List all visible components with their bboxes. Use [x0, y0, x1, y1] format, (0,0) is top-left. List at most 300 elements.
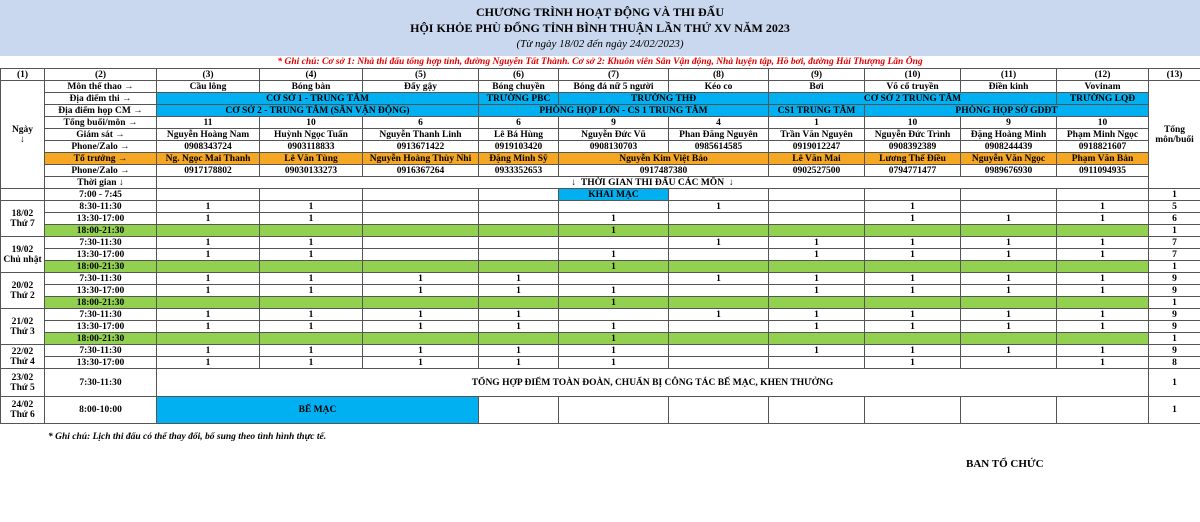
session-cell: 1	[865, 237, 961, 249]
session-cell: 1	[559, 285, 669, 297]
col-number: (5)	[363, 69, 479, 81]
row-total: 1	[1149, 369, 1200, 397]
total-column-label: Tổng môn/buổi	[1155, 124, 1194, 145]
session-cell: 1	[961, 249, 1057, 261]
session-cell	[669, 249, 769, 261]
head-phone: 0902527500	[769, 165, 865, 177]
session-cell: 1	[769, 237, 865, 249]
schedule-row	[1, 261, 1200, 273]
session-cell: 1	[157, 357, 260, 369]
head-name: Nguyễn Kim Việt Bảo	[559, 153, 769, 165]
phone2-label: Phone/Zalo	[71, 165, 118, 176]
head-phone: 0794771477	[865, 165, 961, 177]
time-label-cell	[45, 177, 157, 189]
row-total: 9	[1149, 321, 1200, 333]
arrow-down-icon: ↓	[571, 177, 577, 188]
supervisor-label: Giám sát	[76, 129, 113, 140]
venue-row	[1, 93, 1200, 105]
supervisor-phone: 0918821607	[1057, 141, 1149, 153]
competition-time-label: THỜI GIAN THI ĐẤU CÁC MÔN	[580, 177, 725, 188]
session-cell: 1	[260, 201, 363, 213]
session-cell	[260, 261, 363, 273]
session-cell: 1	[559, 261, 669, 273]
supervisor-phone: 0908392389	[865, 141, 961, 153]
session-cell	[479, 297, 559, 309]
venue-label-cell	[45, 93, 157, 105]
phone-label: Phone/Zalo	[71, 141, 118, 152]
session-cell	[961, 297, 1057, 309]
session-cell	[260, 225, 363, 237]
grid-cell	[769, 397, 865, 424]
row-total: 1	[1149, 261, 1200, 273]
session-cell	[669, 285, 769, 297]
day-cell	[1, 273, 45, 309]
supervisor-name: Nguyễn Đức Trình	[865, 129, 961, 141]
supervisor-name: Nguyễn Đức Vũ	[559, 129, 669, 141]
day24-row	[1, 397, 1200, 424]
sessions-count: 10	[865, 117, 961, 129]
time-slot: 13:30-17:00	[45, 213, 157, 225]
session-cell: 1	[260, 237, 363, 249]
title-date-range: (Từ ngày 18/02 đến ngày 24/02/2023)	[516, 38, 684, 50]
arrow-right-icon: →	[117, 153, 128, 164]
time-slot: 18:00-21:30	[45, 225, 157, 237]
session-cell: 1	[559, 225, 669, 237]
day-weekday: Thứ 6	[10, 410, 35, 420]
schedule-row	[1, 357, 1200, 369]
supervisor-name: Phạm Minh Ngọc	[1057, 129, 1149, 141]
sessions-count: 10	[1057, 117, 1149, 129]
grid-cell	[363, 189, 479, 201]
session-cell	[865, 297, 961, 309]
time-slot: 7:30-11:30	[45, 369, 157, 397]
col-number: (9)	[769, 69, 865, 81]
session-cell: 1	[961, 321, 1057, 333]
col-number: (8)	[669, 69, 769, 81]
day-date: 24/02	[11, 400, 34, 410]
schedule-row	[1, 285, 1200, 297]
time-slot: 7:30-11:30	[45, 345, 157, 357]
arrow-right-icon: →	[124, 81, 134, 92]
session-cell: 1	[1057, 345, 1149, 357]
sessions-label: Tổng buổi/môn	[63, 117, 126, 128]
sport-label-cell	[45, 81, 157, 93]
session-cell	[669, 333, 769, 345]
supervisor-name: Đặng Hoàng Minh	[961, 129, 1057, 141]
schedule-row	[1, 213, 1200, 225]
grid-cell	[669, 189, 769, 201]
session-cell	[157, 297, 260, 309]
schedule-row	[1, 321, 1200, 333]
head-name: Phạm Văn Bản	[1057, 153, 1149, 165]
session-cell: 1	[559, 333, 669, 345]
session-cell	[260, 297, 363, 309]
grid-cell	[479, 189, 559, 201]
schedule-row	[1, 201, 1200, 213]
session-cell: 1	[1057, 201, 1149, 213]
session-cell: 1	[479, 345, 559, 357]
session-cell	[1057, 333, 1149, 345]
session-cell: 1	[1057, 237, 1149, 249]
day-weekday: Thứ 2	[10, 290, 35, 301]
session-cell: 1	[479, 285, 559, 297]
arrow-right-icon: →	[122, 93, 132, 104]
col-number: (4)	[260, 69, 363, 81]
session-cell	[769, 333, 865, 345]
day-cell	[1, 369, 45, 397]
time-slot: 18:00-21:30	[45, 297, 157, 309]
session-cell: 1	[559, 357, 669, 369]
supervisor-phone: 0908343724	[157, 141, 260, 153]
day-cell	[1, 309, 45, 345]
venue-note: * Ghi chú: Cơ sở 1: Nhà thi đấu tổng hợp tỉnh, đường Nguyễn Tất Thành. Cơ sở 2: Khuôn viên Sân Vận động, Nhà luyện tập, Hồ bơi, đường Hải Thượng Lãn Ông	[277, 57, 923, 67]
session-cell: 1	[769, 273, 865, 285]
session-cell	[769, 225, 865, 237]
row-total: 6	[1149, 213, 1200, 225]
session-cell: 1	[961, 273, 1057, 285]
time-slot: 8:00-10:00	[45, 397, 157, 424]
session-cell	[559, 201, 669, 213]
session-cell: 1	[1057, 357, 1149, 369]
col-number: (2)	[45, 69, 157, 81]
session-cell: 1	[865, 345, 961, 357]
session-cell	[157, 333, 260, 345]
day-date: 18/02	[11, 208, 34, 219]
col-number: (10)	[865, 69, 961, 81]
session-cell	[363, 249, 479, 261]
session-cell	[669, 321, 769, 333]
session-cell: 1	[769, 309, 865, 321]
session-cell	[157, 261, 260, 273]
session-cell: 1	[961, 237, 1057, 249]
row-total: 1	[1149, 225, 1200, 237]
session-cell: 1	[769, 249, 865, 261]
grid-cell	[1057, 189, 1149, 201]
sport-name: Bóng chuyền	[479, 81, 559, 93]
row-total: 1	[1149, 333, 1200, 345]
head-phone: 0989676930	[961, 165, 1057, 177]
session-cell	[479, 237, 559, 249]
arrow-right-icon: →	[115, 129, 125, 140]
session-cell	[479, 225, 559, 237]
session-cell	[559, 237, 669, 249]
sessions-label-cell	[45, 117, 157, 129]
row-total: 1	[1149, 189, 1200, 201]
time-slot: 7:00 - 7:45	[45, 189, 157, 201]
session-cell: 1	[769, 321, 865, 333]
head-row	[1, 153, 1200, 165]
grid-cell	[769, 189, 865, 201]
session-cell: 1	[260, 249, 363, 261]
head-label: Tổ trưởng	[73, 153, 116, 164]
session-cell: 1	[669, 201, 769, 213]
arrow-right-icon: →	[127, 117, 138, 128]
session-cell	[363, 333, 479, 345]
sport-name: Cầu lông	[157, 81, 260, 93]
grid-cell	[260, 189, 363, 201]
session-cell	[363, 225, 479, 237]
venue-cell: TRƯỜNG LQĐ	[1057, 93, 1149, 105]
schedule-table	[0, 68, 1200, 424]
time-header-row	[1, 177, 1200, 189]
time-label: Thời gian	[77, 177, 117, 188]
head-name: Nguyễn Văn Ngọc	[961, 153, 1057, 165]
day-weekday: Thứ 4	[10, 356, 35, 367]
row-total: 9	[1149, 285, 1200, 297]
day-date: 21/02	[11, 316, 34, 327]
head-phone: 0917178802	[157, 165, 260, 177]
session-cell: 1	[865, 357, 961, 369]
title-line-1: CHƯƠNG TRÌNH HOẠT ĐỘNG VÀ THI ĐẤU	[475, 5, 725, 19]
session-cell	[363, 213, 479, 225]
arrow-down-icon: ↓	[118, 177, 124, 188]
closing-prep-note: TỔNG HỢP ĐIỂM TOÀN ĐOÀN, CHUẨN BỊ CÔNG TÁC BẾ MẠC, KHEN THƯỞNG	[157, 369, 1149, 397]
supervisor-phone: 0919012247	[769, 141, 865, 153]
supervisor-name: Phan Đăng Nguyên	[669, 129, 769, 141]
competition-time-header	[157, 177, 1149, 189]
session-cell: 1	[363, 273, 479, 285]
session-cell: 1	[769, 285, 865, 297]
meeting-cell: CƠ SỞ 2 - TRUNG TÂM (SÂN VẬN ĐỘNG)	[157, 105, 479, 117]
time-slot: 7:30-11:30	[45, 237, 157, 249]
session-cell	[961, 225, 1057, 237]
day-cell	[1, 397, 45, 424]
session-cell: 1	[559, 213, 669, 225]
supervisor-name: Trần Văn Nguyên	[769, 129, 865, 141]
grid-cell	[961, 397, 1057, 424]
session-cell	[769, 213, 865, 225]
head-phone: 0911094935	[1057, 165, 1149, 177]
head-name: Lê Văn Tùng	[260, 153, 363, 165]
empty-cell	[1, 189, 45, 201]
session-cell: 1	[559, 297, 669, 309]
sessions-count: 6	[479, 117, 559, 129]
time-slot: 13:30-17:00	[45, 249, 157, 261]
schedule-row	[1, 249, 1200, 261]
head-phone: 0916367264	[363, 165, 479, 177]
sport-name: Bóng đá nữ 5 người	[559, 81, 669, 93]
head-name: Nguyễn Hoàng Thùy Nhi	[363, 153, 479, 165]
session-cell: 1	[669, 237, 769, 249]
session-cell	[363, 297, 479, 309]
title-line-2: HỘI KHỎE PHÙ ĐỔNG TỈNH BÌNH THUẬN LẦN THỨ XV NĂM 2023	[410, 21, 790, 35]
session-cell	[865, 333, 961, 345]
schedule-change-note: * Ghi chú: Lịch thi đấu có thể thay đổi, bổ sung theo tình hình thực tế.	[48, 432, 327, 442]
venue-label: Địa điểm thi	[69, 93, 120, 104]
session-cell: 1	[559, 321, 669, 333]
session-cell: 1	[260, 285, 363, 297]
meeting-label: Địa điểm họp CM	[58, 105, 131, 116]
col-number: (7)	[559, 69, 669, 81]
row-total: 7	[1149, 237, 1200, 249]
session-cell: 1	[363, 309, 479, 321]
time-slot: 8:30-11:30	[45, 201, 157, 213]
session-cell: 1	[157, 273, 260, 285]
head-phone-row	[1, 165, 1200, 177]
grid-cell	[865, 397, 961, 424]
phone-label-cell	[45, 141, 157, 153]
session-cell: 1	[157, 201, 260, 213]
session-cell	[157, 225, 260, 237]
session-cell: 1	[1057, 249, 1149, 261]
time-slot: 13:30-17:00	[45, 321, 157, 333]
session-cell: 1	[559, 345, 669, 357]
arrow-right-icon: →	[133, 105, 143, 116]
time-slot: 7:30-11:30	[45, 309, 157, 321]
head-phone: 09030133273	[260, 165, 363, 177]
row-total: 9	[1149, 273, 1200, 285]
col-number: (13)	[1149, 69, 1200, 81]
supervisor-phone-row	[1, 141, 1200, 153]
grid-cell	[961, 189, 1057, 201]
session-cell: 1	[479, 309, 559, 321]
grid-cell	[669, 397, 769, 424]
schedule-row	[1, 333, 1200, 345]
day-date: 22/02	[11, 346, 34, 357]
session-cell: 1	[865, 285, 961, 297]
column-number-row	[1, 69, 1200, 81]
session-cell	[669, 261, 769, 273]
footer	[0, 424, 1200, 484]
head-phone: 0917487380	[559, 165, 769, 177]
session-cell	[559, 309, 669, 321]
session-cell	[1057, 225, 1149, 237]
session-cell: 1	[479, 357, 559, 369]
session-cell	[961, 333, 1057, 345]
supervisor-phone: 0913671422	[363, 141, 479, 153]
total-column-header	[1149, 81, 1200, 189]
meeting-cell: PHÒNG HỌP SỞ GDĐT	[865, 105, 1149, 117]
supervisor-phone: 0985614585	[669, 141, 769, 153]
venue-cell: CƠ SỞ 1 - TRUNG TÂM	[157, 93, 479, 105]
day-cell	[1, 345, 45, 369]
session-cell: 1	[157, 213, 260, 225]
row-total: 9	[1149, 309, 1200, 321]
arrow-right-icon: →	[120, 165, 130, 176]
session-cell: 1	[1057, 273, 1149, 285]
session-cell: 1	[260, 345, 363, 357]
supervisor-phone: 0903118833	[260, 141, 363, 153]
session-cell	[669, 357, 769, 369]
session-cell: 1	[669, 273, 769, 285]
meeting-cell: PHÒNG HỌP LỚN - CS 1 TRUNG TÂM	[479, 105, 769, 117]
day23-row	[1, 369, 1200, 397]
row-total: 8	[1149, 357, 1200, 369]
session-cell: 1	[865, 273, 961, 285]
time-slot: 18:00-21:30	[45, 333, 157, 345]
title-block	[0, 0, 1200, 56]
row-total: 1	[1149, 397, 1200, 424]
supervisor-name: Nguyễn Thanh Linh	[363, 129, 479, 141]
supervisor-phone: 0908244439	[961, 141, 1057, 153]
supervisor-phone: 0908130703	[559, 141, 669, 153]
day-date: 19/02	[11, 244, 34, 255]
opening-row	[1, 189, 1200, 201]
session-cell	[865, 225, 961, 237]
day-header-cell	[1, 81, 45, 189]
session-cell: 1	[865, 309, 961, 321]
session-cell	[559, 273, 669, 285]
session-cell: 1	[1057, 285, 1149, 297]
supervisor-phone: 0919103420	[479, 141, 559, 153]
row-total: 5	[1149, 201, 1200, 213]
session-cell	[363, 201, 479, 213]
session-cell: 1	[260, 213, 363, 225]
supervisor-name: Nguyễn Hoàng Nam	[157, 129, 260, 141]
session-cell: 1	[260, 357, 363, 369]
session-cell: 1	[157, 345, 260, 357]
sport-name: Đẩy gậy	[363, 81, 479, 93]
session-cell: 1	[479, 321, 559, 333]
session-cell: 1	[157, 285, 260, 297]
session-cell: 1	[260, 309, 363, 321]
phone2-label-cell	[45, 165, 157, 177]
sessions-count: 10	[260, 117, 363, 129]
head-label-cell	[45, 153, 157, 165]
session-cell	[865, 261, 961, 273]
sessions-count: 6	[363, 117, 479, 129]
session-cell	[1057, 261, 1149, 273]
session-cell	[363, 237, 479, 249]
session-cell: 1	[1057, 309, 1149, 321]
session-cell	[669, 297, 769, 309]
sport-name: Bơi	[769, 81, 865, 93]
session-cell	[669, 225, 769, 237]
session-cell: 1	[157, 321, 260, 333]
session-cell	[479, 213, 559, 225]
session-cell: 1	[961, 345, 1057, 357]
time-slot: 13:30-17:00	[45, 357, 157, 369]
day-date: 20/02	[11, 280, 34, 291]
sessions-row	[1, 117, 1200, 129]
grid-cell	[157, 189, 260, 201]
time-slot: 7:30-11:30	[45, 273, 157, 285]
supervisor-label-cell	[45, 129, 157, 141]
schedule-row	[1, 309, 1200, 321]
supervisor-name: Huỳnh Ngọc Tuấn	[260, 129, 363, 141]
schedule-row	[1, 273, 1200, 285]
schedule-row	[1, 237, 1200, 249]
meeting-cell: CS1 TRUNG TÂM	[769, 105, 865, 117]
session-cell	[479, 201, 559, 213]
sessions-count: 9	[961, 117, 1057, 129]
session-cell: 1	[1057, 213, 1149, 225]
session-cell: 1	[363, 285, 479, 297]
session-cell: 1	[157, 309, 260, 321]
session-cell: 1	[559, 249, 669, 261]
sessions-count: 4	[669, 117, 769, 129]
grid-cell	[479, 397, 559, 424]
session-cell	[769, 297, 865, 309]
row-total: 7	[1149, 249, 1200, 261]
sport-name: Kéo co	[669, 81, 769, 93]
session-cell: 1	[961, 309, 1057, 321]
arrow-down-icon: ↓	[20, 134, 25, 145]
row-total: 1	[1149, 297, 1200, 309]
sessions-count: 1	[769, 117, 865, 129]
session-cell: 1	[363, 345, 479, 357]
col-number: (6)	[479, 69, 559, 81]
day-weekday: Thứ 5	[10, 382, 35, 393]
col-number: (12)	[1057, 69, 1149, 81]
opening-ceremony: KHAI MẠC	[559, 189, 669, 201]
schedule-row	[1, 345, 1200, 357]
day-weekday: Thứ 3	[10, 326, 35, 337]
organizer-signature: BAN TỔ CHỨC	[966, 458, 1044, 470]
session-cell	[479, 249, 559, 261]
session-cell: 1	[669, 309, 769, 321]
closing-ceremony: BẾ MẠC	[157, 397, 479, 424]
